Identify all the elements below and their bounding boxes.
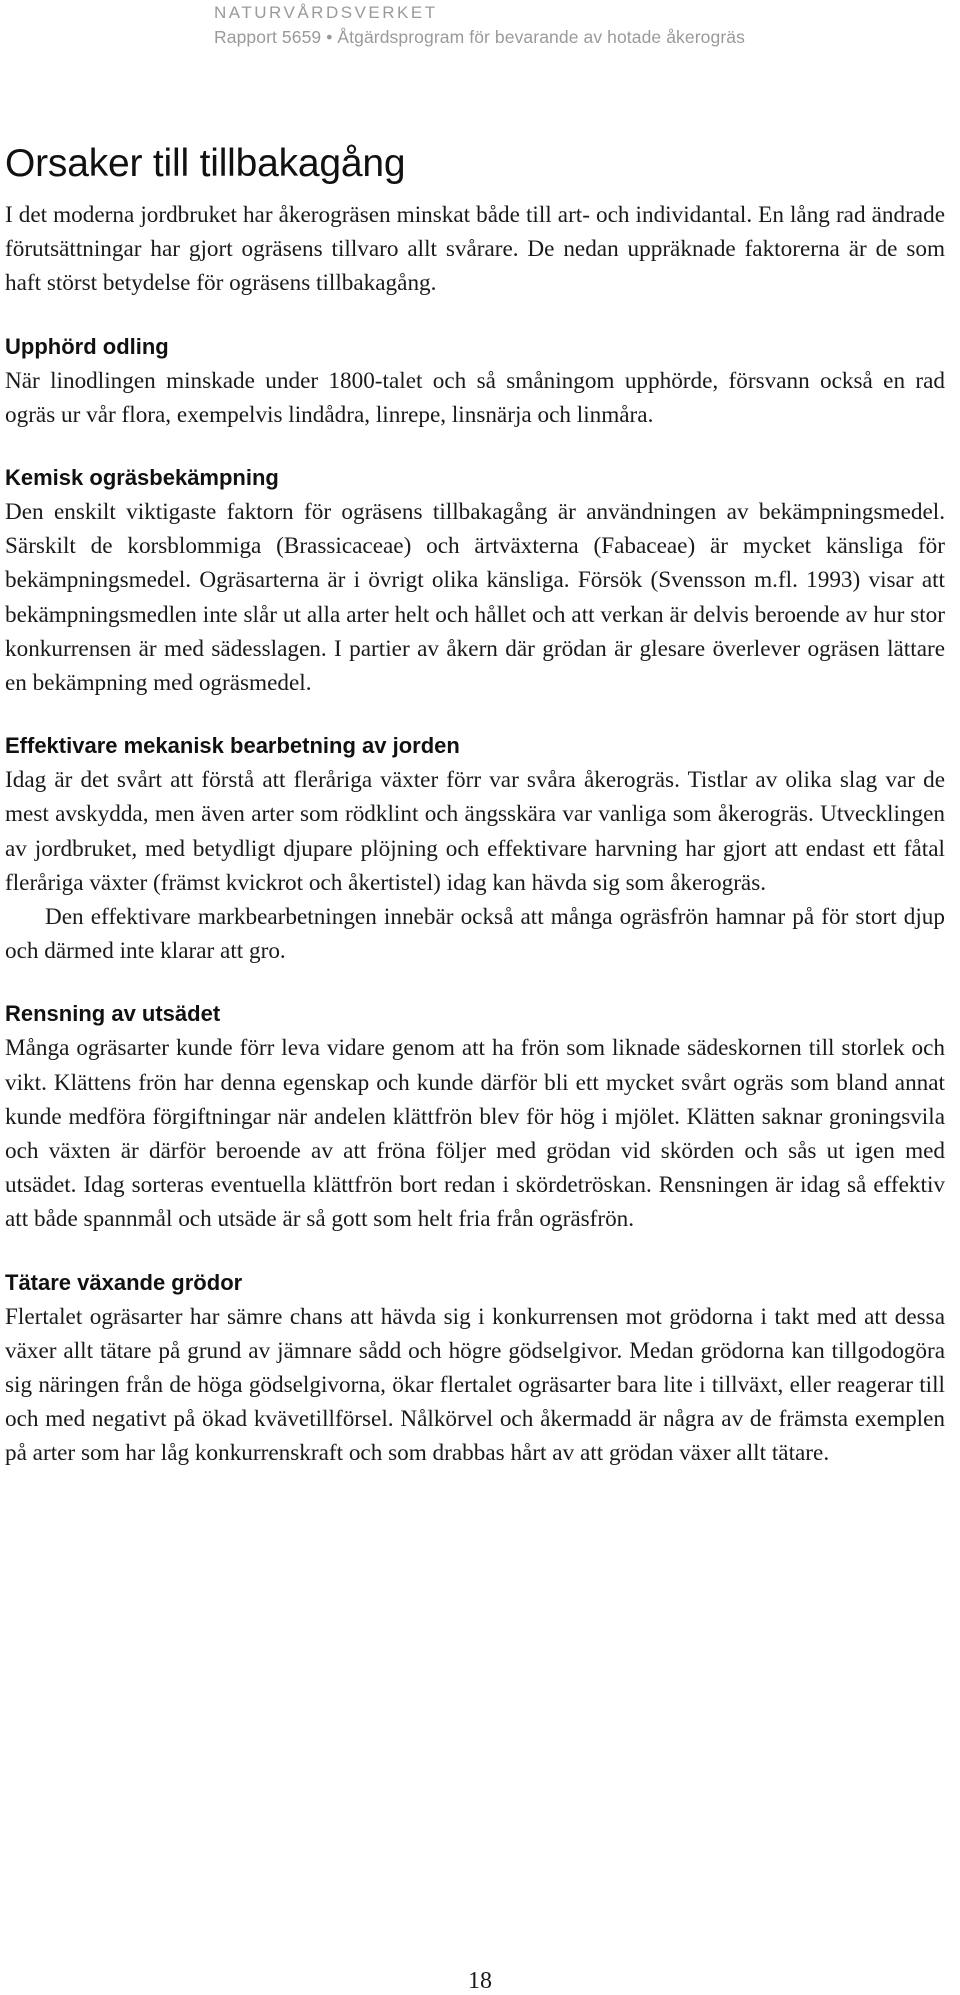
section-heading: Tätare växande grödor <box>5 1269 243 1295</box>
section-tatare-vaxande-grodor <box>5 1266 945 1471</box>
section-kemisk-ograsbekampning <box>5 461 945 700</box>
section-paragraph: Den enskilt viktigaste faktorn för ogräsens tillbakagång är användningen av bekämpningsmedel. Särskilt de korsblommiga (Brassicaceae) och ärtväxterna (Fabaceae) är mycket känsliga för bekämpningsmedel. Ogräsarterna är i övrigt olika känsliga. Försök (Svensson m.fl. 1993) visar att bekämpningsmedlen inte slår ut alla arter helt och hållet och att verkan är delvis beroende av hur stor konkurrensen är med sädesslagen. I partier av åkern där grödan är glesare överlever ogräsen lättare en bekämpning med ogräsmedel. <box>5 499 945 697</box>
document-body <box>5 140 945 1471</box>
section-paragraph: När linodlingen minskade under 1800-talet och så småningom upphörde, försvann också en rad ogräs ur vår flora, exempelvis lindådra, linrepe, linsnärja och linmåra. <box>5 367 945 428</box>
header-organization: NATURVÅRDSVERKET <box>214 3 438 22</box>
section-heading: Upphörd odling <box>5 333 169 359</box>
page-title: Orsaker till tillbakagång <box>5 142 406 185</box>
section-heading: Kemisk ogräsbekämpning <box>5 465 279 491</box>
section-mekanisk-bearbetning <box>5 729 945 968</box>
section-paragraph: Den effektivare markbearbetningen innebär också att många ogräsfrön hamnar på för stort djup och därmed inte klarar att gro. <box>5 904 945 965</box>
section-heading: Rensning av utsädet <box>5 1001 221 1027</box>
page-number: 18 <box>468 1968 492 1994</box>
header-report-line: Rapport 5659 • Åtgärdsprogram för bevarande av hotade åkerogräs <box>214 27 745 47</box>
section-paragraph: Många ogräsarter kunde förr leva vidare genom att ha frön som liknade sädeskornen till storlek och vikt. Klättens frön har denna egenskap och kunde därför bli ett mycket svårt ogräs som bland annat kunde medföra förgiftningar när andelen klättfrön blev för hög i mjölet. Klätten saknar groningsvila och växten är därför beroende av att fröna följer med grödan vid skörden och sås ut igen med utsädet. Idag sorteras eventuella klättfrön bort redan i skördetröskan. Rensningen är idag så effektiv att både spannmål och utsäde är så gott som helt fria från ogräsfrön. <box>5 1035 945 1233</box>
section-paragraph: Idag är det svårt att förstå att fleråriga växter förr var svåra åkerogräs. Tistlar av olika slag var de mest avskydda, men även arter som rödklint och ängsskära var vanliga som åkerogräs. Utvecklingen av jordbruket, med betydligt djupare plöjning och effektivare harvning har gjort att endast ett fåtal fleråriga växter (främst kvickrot och åkertistel) idag kan hävda sig som åkerogräs. <box>5 767 945 896</box>
section-rensning-av-utsadet <box>5 997 945 1236</box>
running-header <box>214 0 754 49</box>
section-upphord-odling <box>5 330 945 432</box>
intro-paragraph: I det moderna jordbruket har åkerogräsen minskat både till art- och individantal. En lång rad ändrade förutsättningar har gjort ogräsens tillvaro allt svårare. De nedan uppräknade faktorerna är de som haft störst betydelse för ogräsens tillbakagång. <box>5 202 945 297</box>
section-paragraph: Flertalet ogräsarter har sämre chans att hävda sig i konkurrensen mot grödorna i takt med att dessa växer allt tätare på grund av jämnare sådd och högre gödselgivor. Medan grödorna kan tillgodogöra sig näringen från de höga gödselgivorna, ökar flertalet ogräsarter bara lite i tillväxt, eller reagerar till och med negativt på ökad kvävetillförsel. Nålkörvel och åkermadd är några av de främsta exemplen på arter som har låg konkurrenskraft och som drabbas hårt av att grödan växer allt tätare. <box>5 1303 945 1467</box>
section-heading: Effektivare mekanisk bearbetning av jorden <box>5 733 460 759</box>
